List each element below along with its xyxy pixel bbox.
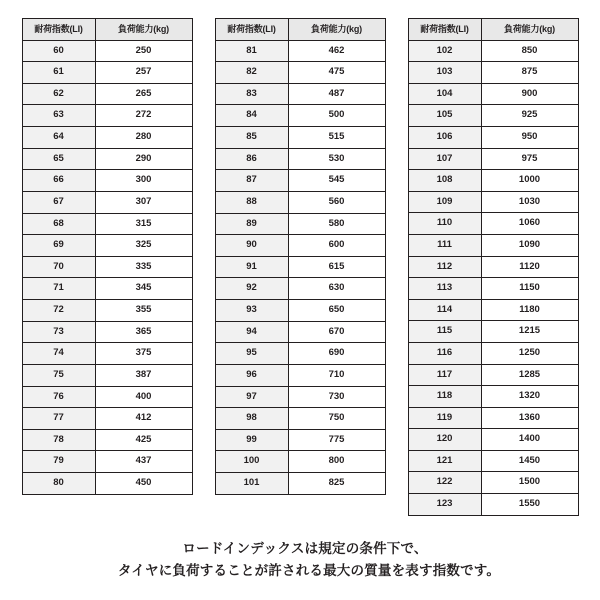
cell-load-capacity: 1215 — [481, 321, 578, 343]
cell-load-index: 102 — [408, 40, 481, 62]
cell-load-index: 116 — [408, 342, 481, 364]
cell-load-capacity: 265 — [95, 83, 192, 105]
table-row — [215, 364, 385, 386]
cell-load-index: 106 — [408, 126, 481, 148]
table-row — [408, 148, 578, 170]
cell-load-index: 82 — [215, 62, 288, 84]
table-row — [215, 127, 385, 149]
cell-load-capacity: 1030 — [481, 191, 578, 213]
table-row — [22, 105, 192, 127]
cell-load-index: 70 — [22, 256, 95, 278]
cell-load-capacity: 1450 — [481, 450, 578, 472]
table-row — [215, 473, 385, 495]
column-header-load-index: 耐荷指数(LI) — [408, 19, 481, 41]
cell-load-index: 115 — [408, 321, 481, 343]
cell-load-capacity: 975 — [481, 148, 578, 170]
table-row — [22, 386, 192, 408]
cell-load-capacity: 412 — [95, 408, 192, 430]
cell-load-capacity: 280 — [95, 127, 192, 149]
cell-load-capacity: 1500 — [481, 472, 578, 494]
cell-load-capacity: 875 — [481, 62, 578, 84]
table-row — [215, 386, 385, 408]
table-row — [22, 170, 192, 192]
cell-load-capacity: 1360 — [481, 407, 578, 429]
cell-load-index: 108 — [408, 170, 481, 192]
cell-load-capacity: 450 — [95, 473, 192, 495]
cell-load-index: 91 — [215, 256, 288, 278]
cell-load-index: 99 — [215, 429, 288, 451]
cell-load-index: 75 — [22, 364, 95, 386]
table-header — [408, 19, 578, 41]
cell-empty — [95, 494, 192, 515]
cell-load-capacity: 437 — [95, 451, 192, 473]
cell-empty — [215, 494, 288, 515]
table-row — [215, 321, 385, 343]
cell-load-capacity: 630 — [288, 278, 385, 300]
cell-load-index: 97 — [215, 386, 288, 408]
cell-load-capacity: 950 — [481, 126, 578, 148]
cell-load-index: 79 — [22, 451, 95, 473]
cell-load-capacity: 487 — [288, 83, 385, 105]
column-header-load-index: 耐荷指数(LI) — [215, 19, 288, 41]
cell-load-capacity: 515 — [288, 127, 385, 149]
cell-load-index: 85 — [215, 127, 288, 149]
table-row — [215, 256, 385, 278]
table-row — [22, 235, 192, 257]
cell-load-capacity: 462 — [288, 40, 385, 62]
cell-load-index: 86 — [215, 148, 288, 170]
cell-load-index: 105 — [408, 105, 481, 127]
cell-empty — [22, 494, 95, 515]
table-row — [408, 364, 578, 386]
cell-load-capacity: 300 — [95, 170, 192, 192]
cell-load-index: 81 — [215, 40, 288, 62]
cell-load-index: 71 — [22, 278, 95, 300]
table-row — [408, 299, 578, 321]
table-row — [408, 321, 578, 343]
cell-load-index: 98 — [215, 408, 288, 430]
cell-load-capacity: 290 — [95, 148, 192, 170]
cell-load-capacity: 670 — [288, 321, 385, 343]
cell-load-capacity: 325 — [95, 235, 192, 257]
cell-load-capacity: 387 — [95, 364, 192, 386]
table-row — [22, 408, 192, 430]
cell-load-capacity: 335 — [95, 256, 192, 278]
cell-load-index: 101 — [215, 473, 288, 495]
cell-load-capacity: 1180 — [481, 299, 578, 321]
table-row — [215, 408, 385, 430]
cell-load-index: 80 — [22, 473, 95, 495]
cell-load-index: 89 — [215, 213, 288, 235]
cell-load-capacity: 257 — [95, 62, 192, 84]
table-row — [215, 300, 385, 322]
cell-load-index: 66 — [22, 170, 95, 192]
table-row — [22, 83, 192, 105]
column-header-load-capacity: 負荷能力(kg) — [95, 19, 192, 41]
cell-load-capacity: 400 — [95, 386, 192, 408]
cell-load-capacity: 425 — [95, 429, 192, 451]
cell-load-capacity: 250 — [95, 40, 192, 62]
table-row — [215, 105, 385, 127]
table-body-2 — [215, 40, 385, 516]
cell-load-capacity: 355 — [95, 300, 192, 322]
table-row — [408, 472, 578, 494]
table-row — [22, 127, 192, 149]
cell-load-index: 95 — [215, 343, 288, 365]
cell-empty — [288, 494, 385, 515]
cell-load-index: 63 — [22, 105, 95, 127]
table-row — [408, 191, 578, 213]
table-header — [22, 19, 192, 41]
table-row — [22, 40, 192, 62]
cell-load-index: 121 — [408, 450, 481, 472]
table-row — [22, 321, 192, 343]
table-row — [408, 105, 578, 127]
cell-load-index: 78 — [22, 429, 95, 451]
cell-load-index: 107 — [408, 148, 481, 170]
cell-load-index: 69 — [22, 235, 95, 257]
cell-load-capacity: 1060 — [481, 213, 578, 235]
table-row — [215, 494, 385, 515]
caption — [0, 538, 600, 582]
cell-load-index: 100 — [215, 451, 288, 473]
cell-load-index: 94 — [215, 321, 288, 343]
table-row — [22, 256, 192, 278]
cell-load-index: 120 — [408, 429, 481, 451]
load-index-tables — [0, 18, 600, 516]
cell-load-index: 122 — [408, 472, 481, 494]
cell-load-index: 92 — [215, 278, 288, 300]
table-row — [22, 364, 192, 386]
cell-load-index: 110 — [408, 213, 481, 235]
cell-load-capacity: 1320 — [481, 386, 578, 408]
cell-load-capacity: 375 — [95, 343, 192, 365]
load-index-table-3 — [408, 18, 579, 516]
table-row — [408, 62, 578, 84]
cell-load-index: 90 — [215, 235, 288, 257]
cell-load-index: 96 — [215, 364, 288, 386]
table-row — [22, 148, 192, 170]
caption-line-2: タイヤに負荷することが許される最大の質量を表す指数です。 — [117, 563, 501, 578]
cell-load-capacity: 365 — [95, 321, 192, 343]
cell-load-index: 65 — [22, 148, 95, 170]
cell-load-index: 113 — [408, 278, 481, 300]
table-row — [408, 342, 578, 364]
cell-load-index: 118 — [408, 386, 481, 408]
cell-load-index: 74 — [22, 343, 95, 365]
table-row — [215, 235, 385, 257]
cell-load-capacity: 475 — [288, 62, 385, 84]
table-row — [215, 148, 385, 170]
cell-load-capacity: 545 — [288, 170, 385, 192]
cell-load-capacity: 1120 — [481, 256, 578, 278]
cell-load-capacity: 272 — [95, 105, 192, 127]
table-row — [408, 234, 578, 256]
cell-load-index: 61 — [22, 62, 95, 84]
cell-load-index: 111 — [408, 234, 481, 256]
cell-load-capacity: 690 — [288, 343, 385, 365]
cell-load-index: 62 — [22, 83, 95, 105]
cell-load-index: 104 — [408, 83, 481, 105]
cell-load-capacity: 710 — [288, 364, 385, 386]
cell-load-index: 117 — [408, 364, 481, 386]
cell-load-capacity: 850 — [481, 40, 578, 62]
cell-load-capacity: 775 — [288, 429, 385, 451]
cell-load-index: 68 — [22, 213, 95, 235]
table-row — [408, 450, 578, 472]
cell-load-index: 67 — [22, 191, 95, 213]
table-row — [215, 40, 385, 62]
cell-load-capacity: 650 — [288, 300, 385, 322]
cell-load-capacity: 1285 — [481, 364, 578, 386]
table-row — [215, 170, 385, 192]
cell-load-capacity: 925 — [481, 105, 578, 127]
table-row — [408, 494, 578, 516]
cell-load-index: 119 — [408, 407, 481, 429]
table-row — [408, 170, 578, 192]
table-row — [215, 343, 385, 365]
column-header-load-capacity: 負荷能力(kg) — [288, 19, 385, 41]
cell-load-capacity: 530 — [288, 148, 385, 170]
table-header-row — [22, 19, 192, 41]
table-row — [22, 343, 192, 365]
table-row — [408, 126, 578, 148]
cell-load-capacity: 800 — [288, 451, 385, 473]
cell-load-capacity: 1250 — [481, 342, 578, 364]
table-row — [215, 83, 385, 105]
table-header-row — [215, 19, 385, 41]
cell-load-index: 114 — [408, 299, 481, 321]
table-row — [22, 191, 192, 213]
table-row — [22, 451, 192, 473]
table-row — [215, 429, 385, 451]
table-row — [408, 407, 578, 429]
cell-load-index: 109 — [408, 191, 481, 213]
cell-load-capacity: 1090 — [481, 234, 578, 256]
cell-load-capacity: 1400 — [481, 429, 578, 451]
table-header — [215, 19, 385, 41]
table-row — [215, 62, 385, 84]
cell-load-capacity: 345 — [95, 278, 192, 300]
cell-load-index: 87 — [215, 170, 288, 192]
cell-load-capacity: 825 — [288, 473, 385, 495]
cell-load-capacity: 600 — [288, 235, 385, 257]
table-row — [408, 429, 578, 451]
table-body-1 — [22, 40, 192, 516]
cell-load-capacity: 900 — [481, 83, 578, 105]
cell-load-capacity: 1000 — [481, 170, 578, 192]
cell-load-capacity: 750 — [288, 408, 385, 430]
table-row — [22, 62, 192, 84]
cell-load-index: 123 — [408, 494, 481, 516]
table-row — [215, 191, 385, 213]
cell-load-index: 60 — [22, 40, 95, 62]
cell-load-index: 112 — [408, 256, 481, 278]
table-row — [22, 429, 192, 451]
cell-load-index: 73 — [22, 321, 95, 343]
cell-load-capacity: 560 — [288, 191, 385, 213]
load-index-table-1 — [22, 18, 193, 516]
cell-load-index: 76 — [22, 386, 95, 408]
cell-load-index: 64 — [22, 127, 95, 149]
column-header-load-capacity: 負荷能力(kg) — [481, 19, 578, 41]
table-row — [22, 494, 192, 515]
table-body-3 — [408, 40, 578, 515]
cell-load-index: 72 — [22, 300, 95, 322]
table-row — [408, 256, 578, 278]
cell-load-index: 83 — [215, 83, 288, 105]
cell-load-capacity: 500 — [288, 105, 385, 127]
cell-load-capacity: 615 — [288, 256, 385, 278]
table-row — [408, 83, 578, 105]
cell-load-index: 88 — [215, 191, 288, 213]
table-row — [22, 473, 192, 495]
table-row — [22, 300, 192, 322]
table-header-row — [408, 19, 578, 41]
table-row — [408, 213, 578, 235]
table-row — [22, 213, 192, 235]
column-header-load-index: 耐荷指数(LI) — [22, 19, 95, 41]
table-row — [215, 451, 385, 473]
caption-line-1: ロードインデックスは規定の条件下で、 — [182, 541, 428, 556]
table-row — [22, 278, 192, 300]
cell-load-index: 77 — [22, 408, 95, 430]
cell-load-index: 84 — [215, 105, 288, 127]
cell-load-capacity: 315 — [95, 213, 192, 235]
cell-load-index: 103 — [408, 62, 481, 84]
load-index-table-2 — [215, 18, 386, 516]
table-row — [408, 386, 578, 408]
cell-load-capacity: 580 — [288, 213, 385, 235]
cell-load-capacity: 1550 — [481, 494, 578, 516]
table-row — [215, 278, 385, 300]
cell-load-index: 93 — [215, 300, 288, 322]
table-row — [215, 213, 385, 235]
cell-load-capacity: 1150 — [481, 278, 578, 300]
table-row — [408, 278, 578, 300]
table-row — [408, 40, 578, 62]
cell-load-capacity: 307 — [95, 191, 192, 213]
cell-load-capacity: 730 — [288, 386, 385, 408]
